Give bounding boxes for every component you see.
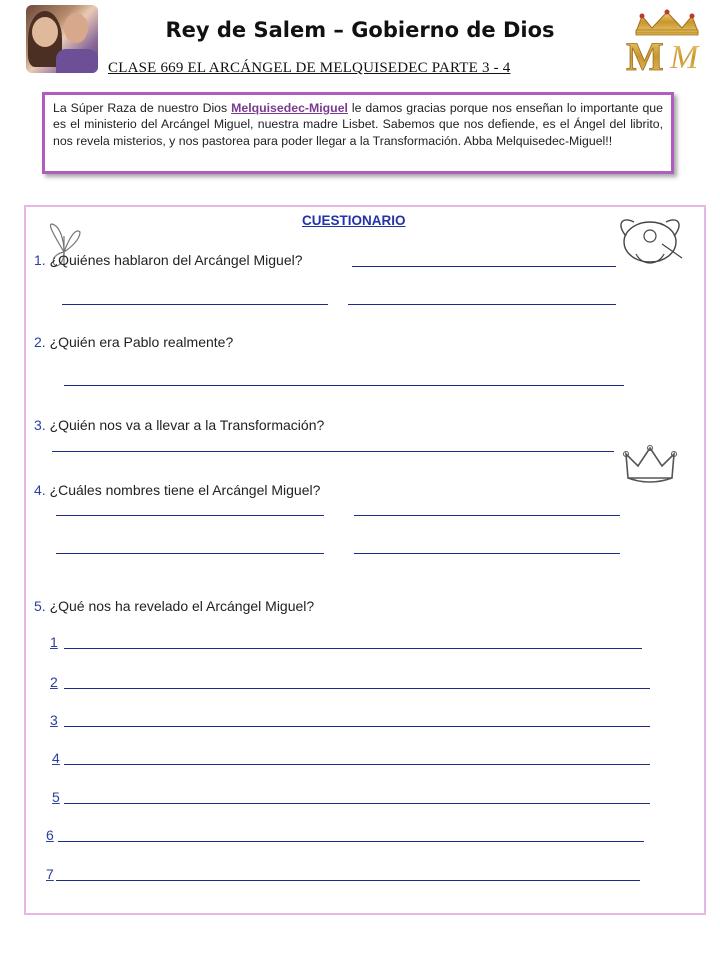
sub-answer-number: 1 [50,634,58,650]
questionnaire-frame [24,205,706,915]
sub-answer-number: 6 [46,827,54,843]
question-4-number: 4. [34,482,46,498]
answer-line[interactable] [62,304,328,305]
question-5-number: 5. [34,598,46,614]
question-3-number: 3. [34,417,46,433]
question-3 [34,417,324,433]
question-1-text: ¿Quiénes hablaron del Arcángel Miguel? [45,252,303,268]
sub-answer-number: 3 [50,712,58,728]
answer-line[interactable] [64,385,624,386]
answer-line[interactable] [64,803,650,804]
answer-line[interactable] [64,764,650,765]
crown-logo-icon [622,8,712,74]
answer-line[interactable] [64,726,650,727]
question-1-number: 1. [34,252,46,268]
question-3-text: ¿Quién nos va a llevar a la Transformación? [45,417,325,433]
sub-answer-number: 2 [50,674,58,690]
intro-paragraph [42,92,674,174]
svg-text:M: M [626,34,664,74]
question-4-text: ¿Cuáles nombres tiene el Arcángel Miguel? [45,482,321,498]
answer-line[interactable] [64,648,642,649]
intro-highlight: Melquisedec-Miguel [231,101,348,115]
questionnaire-heading: CUESTIONARIO [302,213,406,228]
answer-line[interactable] [64,688,650,689]
intro-text-2: le damos gracias porque nos enseñan lo importante que es el ministerio del Arcángel Miguel, nuestra madre Lisbet. Sabemos que nos defiende, es el Ángel del librito, nos revela misterios, y nos pastorea para poder llegar a la Transformación. Abba Melquisedec-Miguel!! [53,101,663,148]
answer-line[interactable] [52,451,614,452]
sub-answer-number: 4 [52,750,60,766]
answer-line[interactable] [58,841,644,842]
answer-line[interactable] [56,880,640,881]
question-5-text: ¿Qué nos ha revelado el Arcángel Miguel? [45,598,315,614]
sub-answer-number: 5 [52,789,60,805]
answer-line[interactable] [348,304,616,305]
answer-line[interactable] [56,553,324,554]
crown-icon [622,444,678,490]
question-4 [34,482,320,498]
page-subtitle: CLASE 669 EL ARCÁNGEL DE MELQUISEDEC PARTE 3 - 4 [108,60,511,76]
answer-line[interactable] [56,515,324,516]
answer-line[interactable] [354,553,620,554]
page-title: Rey de Salem – Gobierno de Dios [165,18,555,42]
question-1 [34,252,303,268]
answer-line[interactable] [354,515,620,516]
question-2 [34,334,233,350]
question-2-text: ¿Quién era Pablo realmente? [45,334,234,350]
answer-line[interactable] [352,266,616,267]
question-2-number: 2. [34,334,46,350]
sub-answer-number: 7 [46,866,54,882]
question-5 [34,598,314,614]
svg-text:M: M [670,39,699,74]
intro-text-1: La Súper Raza de nuestro Dios [53,101,232,115]
angel-icon [612,214,688,272]
